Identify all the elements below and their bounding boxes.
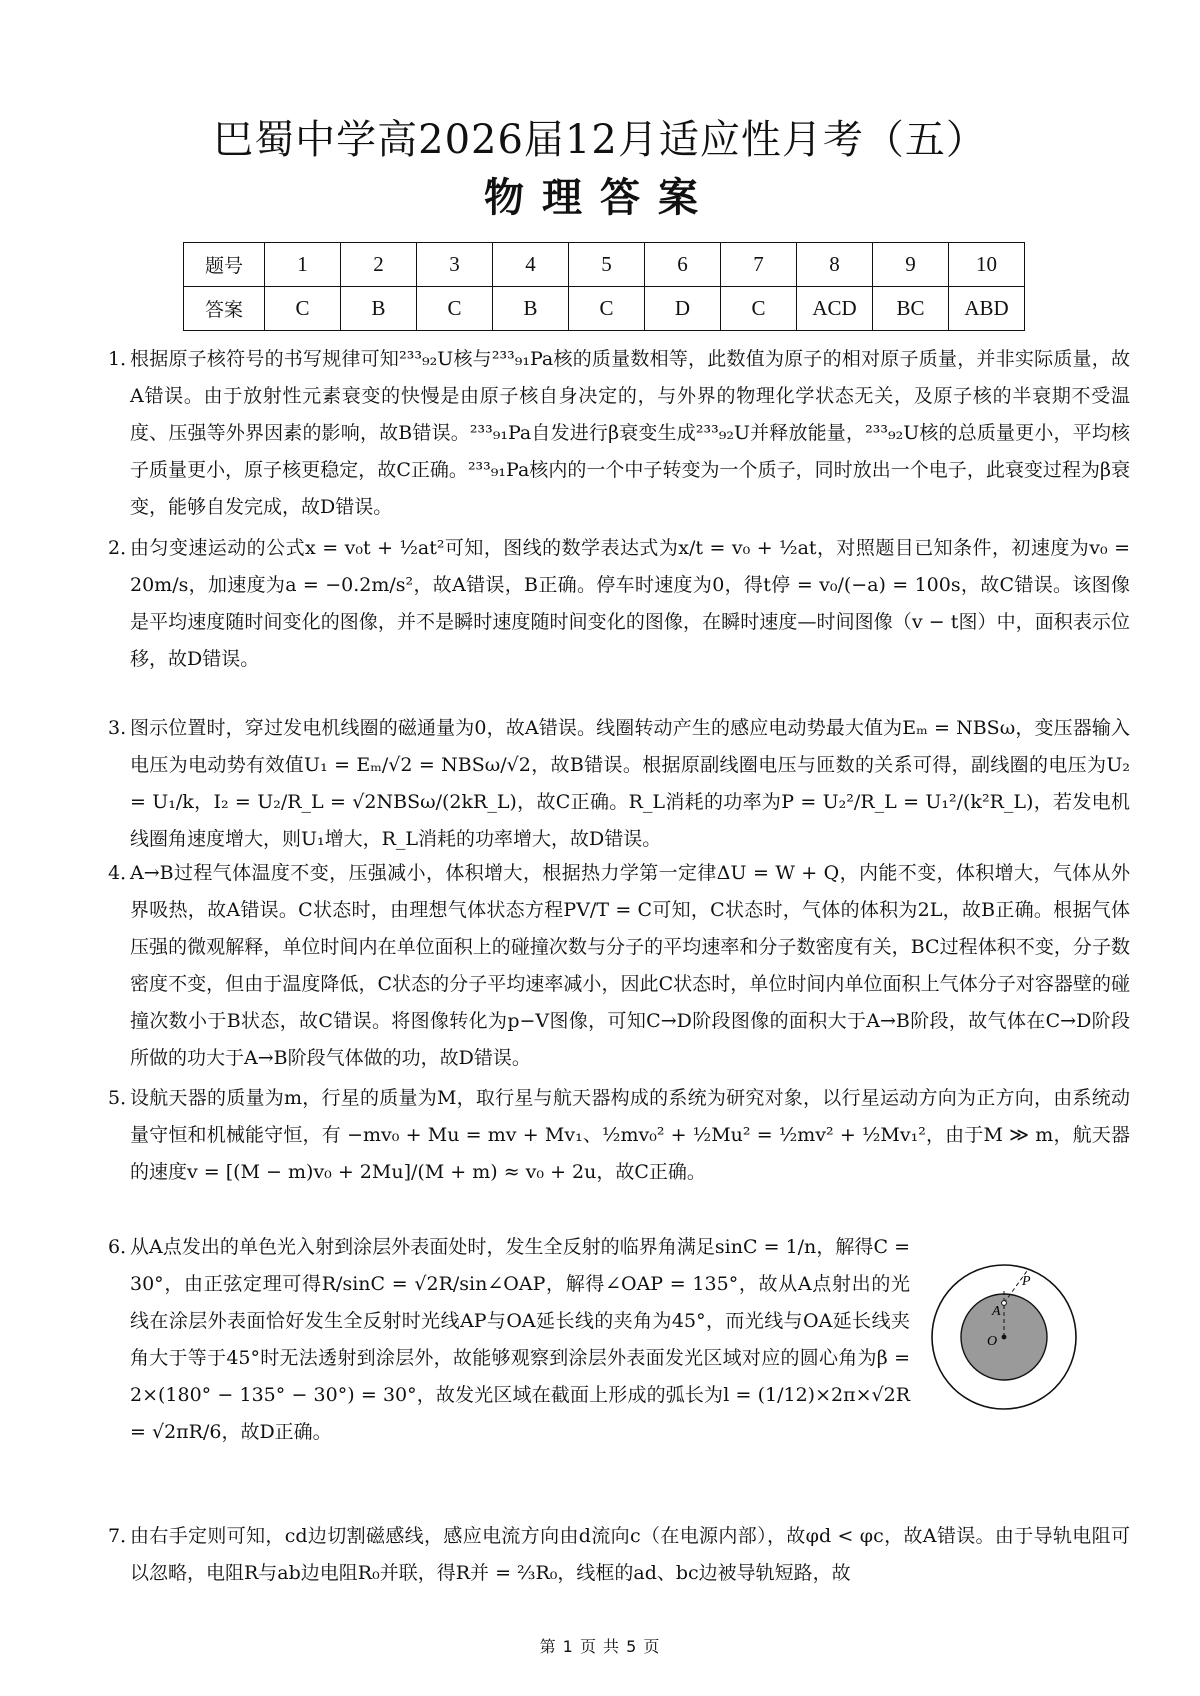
explanation-7 <box>108 1518 1130 1592</box>
explanation-5 <box>108 1080 1130 1191</box>
point-a <box>1002 1301 1007 1306</box>
page-subtitle: 物理答案 <box>484 174 716 221</box>
explanation-1 <box>108 341 1130 526</box>
label-a: A <box>992 1304 1001 1319</box>
explanation-number: 3. <box>108 717 127 739</box>
question-number: 7 <box>721 243 797 287</box>
explanation-number: 1． <box>108 348 140 370</box>
answer-cell: BC <box>873 287 949 331</box>
explanation-4 <box>108 855 1130 1077</box>
explanation-number: 4． <box>108 862 140 884</box>
answer-cell: B <box>341 287 417 331</box>
explanation-text: 从A点发出的单色光入射到涂层外表面处时，发生全反射的临界角满足sinC = 1/n，解得C = 30°，由正弦定理可得R/sinC = √2R/sin∠OAP，解得∠OAP = 135°，故从A点射出的光线在涂层外表面恰好发生全反射时光线AP与OA延长线的夹角为45°，而光线与OA延长线夹角大于等于45°时无法透射到涂层外，故能够观察到涂层外表面发光区域对应的圆心角为β = 2×(180° − 135° − 30°) = 30°，故发光区域在截面上形成的弧长为l = (1/12)×2π×√2R = √2πR/6，故D正确。 <box>130 1236 910 1443</box>
explanation-text: 由匀变速运动的公式x = v₀t + ½at²可知，图线的数学表达式为x/t = v₀ + ½at，对照题目已知条件，初速度为v₀ = 20m/s，加速度为a = −0.2m/s²，故A错误，B正确。停车时速度为0，得t停 = v₀/(−a) = 100s，故C错误。该图像是平均速度随时间变化的图像，并不是瞬时速度随时间变化的图像，在瞬时速度—时间图像（v − t图）中，面积表示位移，故D错误。 <box>130 537 1130 670</box>
question-number: 9 <box>873 243 949 287</box>
page-title: 巴蜀中学高2026届12月适应性月考（五） <box>213 117 987 163</box>
question-number: 3 <box>417 243 493 287</box>
page-footer: 第 1 页 共 5 页 <box>539 1637 661 1656</box>
explanation-number: 7． <box>108 1525 140 1547</box>
row-label-question-number: 题号 <box>184 243 265 287</box>
explanation-text: 由右手定则可知，cd边切割磁感线，感应电流方向由d流向c（在电源内部），故φd < φc，故A错误。由于导轨电阻可以忽略，电阻R与ab边电阻R₀并联，得R并 = ⅔R₀，线框的ad、bc边被导轨短路，故 <box>130 1525 1130 1584</box>
explanation-text: 根据原子核符号的书写规律可知²³³₉₂U核与²³³₉₁Pa核的质量数相等，此数值为原子的相对原子质量，并非实际质量，故A错误。由于放射性元素衰变的快慢是由原子核自身决定的，与外界的物理化学状态无关，及原子核的半衰期不受温度、压强等外界因素的影响，故B错误。²³³₉₁Pa自发进行β衰变生成²³³₉₂U并释放能量，²³³₉₂U核的总质量更小，平均核子质量更小，原子核更稳定，故C正确。²³³₉₁Pa核内的一个中子转变为一个质子，同时放出一个电子，此衰变过程为β衰变，能够自发完成，故D错误。 <box>130 348 1130 518</box>
label-p: P <box>1022 1274 1031 1289</box>
question-number: 10 <box>949 243 1025 287</box>
answer-table-answer-row <box>184 287 1025 331</box>
answer-cell: ACD <box>797 287 873 331</box>
answer-cell: C <box>569 287 645 331</box>
answer-cell: B <box>493 287 569 331</box>
explanation-number: 5． <box>108 1087 140 1109</box>
answer-cell: D <box>645 287 721 331</box>
answer-cell: C <box>721 287 797 331</box>
question-number: 1 <box>265 243 341 287</box>
optics-diagram <box>924 1253 1084 1413</box>
answer-cell: ABD <box>949 287 1025 331</box>
answer-cell: C <box>417 287 493 331</box>
label-o: O <box>987 1334 998 1349</box>
explanation-text: 图示位置时，穿过发电机线圈的磁通量为0，故A错误。线圈转动产生的感应电动势最大值为Eₘ = NBSω，变压器输入电压为电动势有效值U₁ = Eₘ/√2 = NBSω/√2，故B错误。根据原副线圈电压与匝数的关系可得，副线圈的电压为U₂ = U₁/k，I₂ = U₂/R_L = √2NBSω/(2kR_L)，故C正确。R_L消耗的功率为P = U₂²/R_L = U₁²/(k²R_L)，若发电机线圈角速度增大，则U₁增大，R_L消耗的功率增大，故D错误。 <box>130 717 1130 850</box>
question-number: 5 <box>569 243 645 287</box>
explanation-text: A→B过程气体温度不变，压强减小，体积增大，根据热力学第一定律ΔU = W + Q，内能不变，体积增大，气体从外界吸热，故A错误。C状态时，由理想气体状态方程PV/T = C可知，C状态时，气体的体积为2L，故B正确。根据气体压强的微观解释，单位时间内在单位面积上的碰撞次数与分子的平均速率和分子数密度有关，BC过程体积不变，分子数密度不变，但由于温度降低，C状态的分子平均速率减小，因此C状态时，单位时间内单位面积上气体分子对容器壁的碰撞次数小于B状态，故C错误。将图像转化为p−V图像，可知C→D阶段图像的面积大于A→B阶段，故气体在C→D阶段所做的功大于A→B阶段气体做的功，故D错误。 <box>130 862 1130 1069</box>
explanation-3 <box>108 710 1130 858</box>
question-number: 8 <box>797 243 873 287</box>
row-label-answer: 答案 <box>184 287 265 331</box>
explanation-6 <box>108 1229 910 1451</box>
explanation-number: 6． <box>108 1236 140 1258</box>
answer-table-number-row <box>184 243 1025 287</box>
question-number: 2 <box>341 243 417 287</box>
explanation-2 <box>108 530 1130 678</box>
explanation-text: 设航天器的质量为m，行星的质量为M，取行星与航天器构成的系统为研究对象，以行星运动方向为正方向，由系统动量守恒和机械能守恒，有 −mv₀ + Mu = mv + Mv₁、½mv₀² + ½Mu² = ½mv² + ½Mv₁²，由于M ≫ m，航天器的速度v = [(M − m)v₀ + 2Mu]/(M + m) ≈ v₀ + 2u，故C正确。 <box>130 1087 1130 1183</box>
answer-cell: C <box>265 287 341 331</box>
answer-table <box>183 242 1025 331</box>
explanation-number: 2． <box>108 537 140 559</box>
question-number: 4 <box>493 243 569 287</box>
question-number: 6 <box>645 243 721 287</box>
point-o <box>1002 1335 1007 1340</box>
